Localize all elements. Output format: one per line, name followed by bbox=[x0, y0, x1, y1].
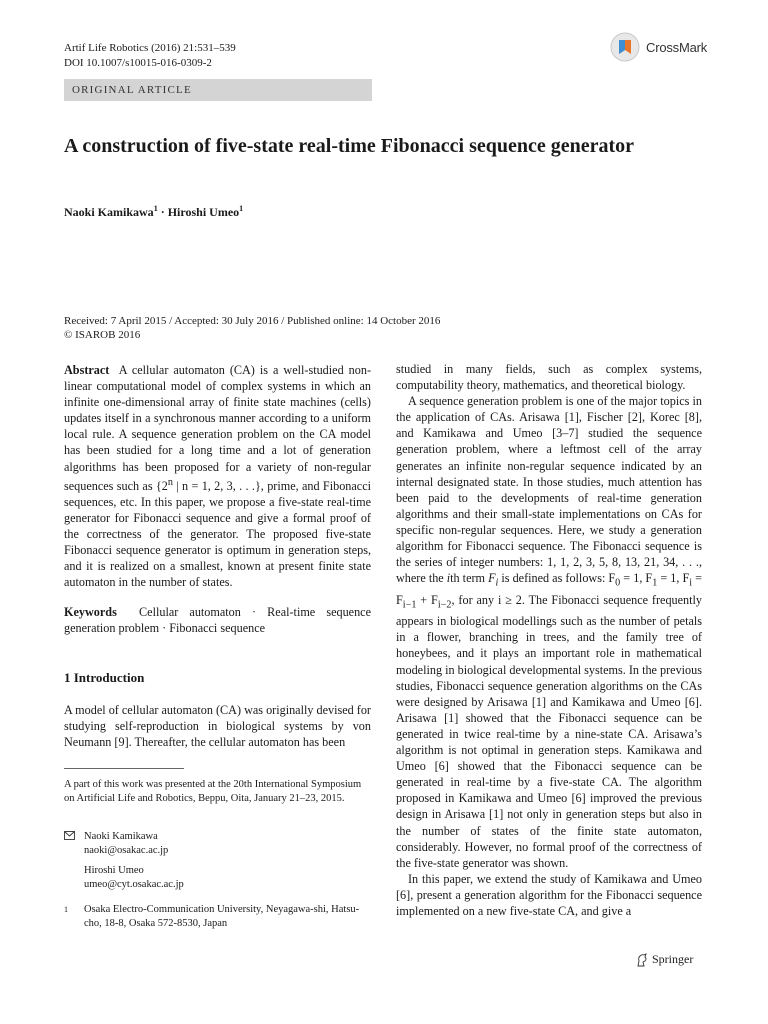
history-dates: Received: 7 April 2015 / Accepted: 30 July 2016 / Published online: 14 October 2016 bbox=[64, 315, 441, 327]
crossmark-icon bbox=[610, 32, 640, 62]
intro-para-1: A model of cellular automaton (CA) was originally devised for studying self-reproduction in biological systems by von Neumann [9]. Thereafter, the cellular automaton has been bbox=[64, 703, 371, 750]
affiliation-text: Osaka Electro-Communication University, Neyagawa-shi, Hatsu-cho, 18-8, Osaka 572-8530, Japan bbox=[84, 904, 360, 929]
author-1[interactable]: Naoki Kamikawa bbox=[64, 205, 154, 219]
abstract-text-1: A cellular automaton (CA) is a well-studied non-linear computational model of complex systems in which an infinite one-dimensional array of finite state machines (cells) updates itself in a synchronous manner according to a uniform local rule. A sequence generation problem on the CA model has been studied for a long time and a lot of generation algorithms has been proposed for a variety of non-regular sequences such as {2 bbox=[64, 363, 372, 493]
abstract-label: Abstract bbox=[64, 363, 110, 377]
doi[interactable]: DOI 10.1007/s10015-016-0309-2 bbox=[64, 57, 212, 69]
abstract-text-2: | n = 1, 2, 3, . . .}, prime, and Fibonacci sequences, etc. In this paper, we propose a five-state real-time generator for Fibonacci sequence and give a formal proof of the correctness of the generator. The proposed five-state Fibonacci sequence generator is optimum in generation steps, and it is realized on a smallest, known at present finite state automaton in the number of states. bbox=[64, 478, 371, 590]
intro-para-3: In this paper, we extend the study of Kamikawa and Umeo [6], present a generation algorithm for the Fibonacci sequence implemented on a new five-state CA, and give a bbox=[396, 871, 702, 918]
crossmark-badge[interactable] bbox=[610, 30, 720, 64]
abstract bbox=[64, 362, 371, 590]
keywords-text: Cellular automaton · Real-time sequence generation problem · Fibonacci sequence bbox=[64, 605, 371, 636]
intro-para-2: A sequence generation problem is one of the major topics in the application of CAs. Arisawa [1], Fischer [2], Korec [8], and Kamikawa and Umeo [3–7] studied the sequence generation problem, where a leftmost cell of the array generates an infinite non-regular sequence indicated by an internal designated state. In those studies, much attention has been paid to the developments of real-time generation algorithms and their small-state implementations on CAs for specific non-regular sequences. Here, we study a generation algorithm for Fibonacci sequence. The Fibonacci sequence is the series of integer numbers: 1, 1, 2, 3, 5, 8, 13, 21, 34, . . ., where the ith term $F_i$ is defined as follows: $F_0 = 1$, $F_1 = 1$, $F_i = F_{i-1} + F_{i-2}$, for any i ≥ 2. The Fibonacci sequence frequently appears in biological modellings such as the number of petals in a flower, branching in trees, and the family tree of honeybees, and it plays an important role in mathematical modeling in biological developmental systems. In the previous studies, Fibonacci sequence generation algorithms on the CAs were designed by Arisawa [1] and Kamikawa and Umeo [6]. Arisawa [1] showed that the Fibonacci sequence can be generated in twice real-time by a nine-state CA. Arisawa’s algorithm is not optimal in generation steps. Kamikawa and Umeo [6] showed that the Fibonacci sequence can be generated in real-time by a five-state CA. The algorithm proposed in Kamikawa and Umeo [6] improved the previous design in Arisawa [1] not only in generation steps but also in the number of states of the finite state automaton, considerably. However, no formal proof of the correctness of the five-state generator was shown. bbox=[396, 394, 702, 870]
contact-2-email[interactable]: umeo@cyt.osakac.ac.jp bbox=[84, 878, 184, 890]
author-1-affiliation: 1 bbox=[153, 204, 158, 213]
section-heading-introduction: 1 Introduction bbox=[64, 670, 145, 685]
introduction-paragraph bbox=[64, 702, 371, 750]
contact-2-name: Hiroshi Umeo bbox=[84, 865, 144, 876]
author-separator: · bbox=[157, 205, 168, 219]
copyright: © ISAROB 2016 bbox=[64, 329, 141, 341]
publisher-name: Springer bbox=[652, 952, 694, 966]
right-column bbox=[396, 361, 702, 919]
conference-footnote: A part of this work was presented at the 20th International Symposium on Artificial Life and Robotics, Beppu, Oita, January 21–23, 2015. bbox=[64, 779, 362, 804]
paper-title: A construction of five-state real-time Fibonacci sequence generator bbox=[64, 135, 635, 157]
springer-horse-icon bbox=[636, 953, 648, 967]
contact-1-name: Naoki Kamikawa bbox=[84, 831, 158, 842]
publisher-mark bbox=[636, 952, 693, 967]
abstract-sup: n bbox=[167, 476, 173, 488]
envelope-icon bbox=[64, 831, 75, 840]
article-type-banner bbox=[64, 79, 372, 101]
author-2[interactable]: Hiroshi Umeo bbox=[167, 205, 240, 219]
intro-para-continued: studied in many fields, such as complex systems, computability theory, mathematics, and theoretical biology. bbox=[396, 362, 702, 393]
author-2-affiliation: 1 bbox=[239, 204, 244, 213]
keywords-label: Keywords bbox=[64, 605, 117, 619]
author-list bbox=[64, 204, 243, 220]
contact-1-email[interactable]: naoki@osakac.ac.jp bbox=[84, 844, 169, 856]
article-type-label: ORIGINAL ARTICLE bbox=[72, 84, 192, 96]
keywords bbox=[64, 604, 371, 636]
journal-citation: Artif Life Robotics (2016) 21:531–539 bbox=[64, 42, 236, 54]
crossmark-label: CrossMark bbox=[646, 39, 708, 55]
publication-history bbox=[64, 314, 440, 342]
affiliation-number: 1 bbox=[64, 905, 68, 914]
footnote-divider bbox=[64, 768, 184, 769]
